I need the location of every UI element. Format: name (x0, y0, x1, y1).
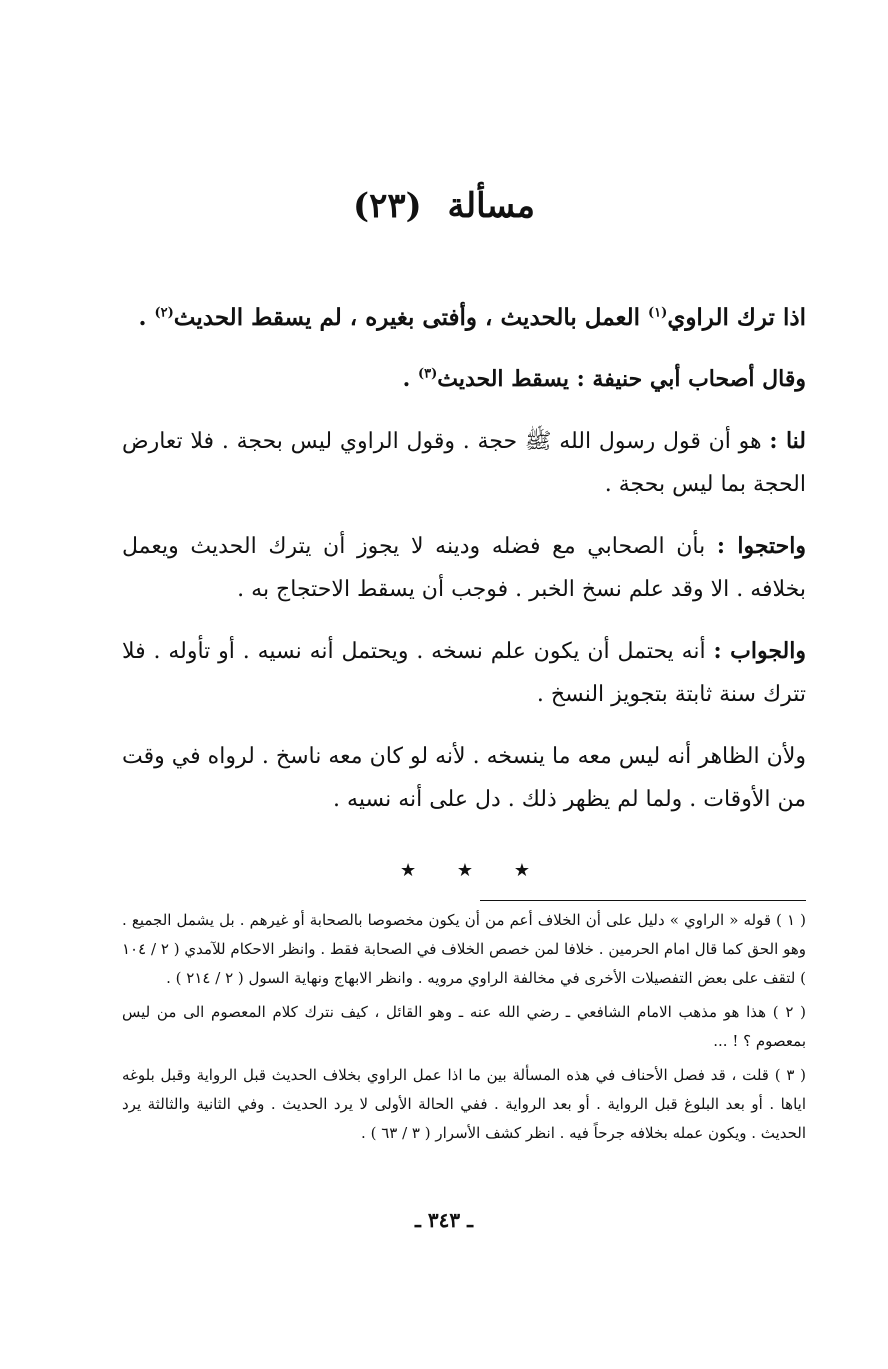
heading-word: مسألة (447, 186, 536, 226)
footnote-marker: (٣) (417, 366, 438, 382)
paragraph-hanafi-view (122, 358, 806, 401)
paragraph-text: . (138, 304, 155, 331)
paragraph-text: ولأن الظاهر أنه ليس معه ما ينسخه . لأنه لو كان معه ناسخ . لرواه في وقت من الأوقات . ولما لم يظهر ذلك . دل على أنه نسيه . (122, 744, 806, 812)
footnote-marker: (١) (648, 305, 668, 321)
paragraph-text: أنه يحتمل أن يكون علم نسخه . ويحتمل أنه نسيه . أو تأوله . فلا تترك سنة ثابتة بتجويز النسخ . (122, 639, 806, 707)
paragraph-text: وقال أصحاب أبي حنيفة : يسقط الحديث (437, 366, 806, 392)
paragraph-lead: واحتجوا : (716, 533, 806, 559)
footnotes (122, 906, 806, 1153)
paragraph-text: العمل بالحديث ، وأفتى بغيره ، لم يسقط الحديث (173, 304, 649, 331)
footnote-marker: (٢) (154, 305, 174, 321)
paragraph-their-argument (122, 525, 806, 611)
heading-number: (٢٣) (352, 186, 422, 226)
star-icon: ★ (513, 860, 530, 881)
main-text (122, 296, 806, 840)
star-icon: ★ (456, 860, 474, 881)
star-icon: ★ (400, 860, 417, 881)
paragraph-lead: والجواب : (713, 638, 807, 664)
paragraph-answer (122, 630, 806, 716)
section-divider-stars (400, 860, 530, 881)
paragraph-text: بأن الصحابي مع فضله ودينه لا يجوز أن يترك الحديث ويعمل بخلافه . الا وقد علم نسخ الخبر . فوجب أن يسقط الاحتجاج به . (122, 534, 806, 602)
footnote-separator (480, 900, 806, 901)
paragraph-our-argument (122, 420, 806, 506)
paragraph-conclusion (122, 735, 806, 821)
chapter-heading (0, 186, 888, 226)
footnote-2: ( ٢ ) هذا هو مذهب الامام الشافعي ـ رضي الله عنه ـ وهو القائل ، كيف نترك كلام المعصوم الى من ليس بمعصوم ؟ ! ... (122, 1003, 806, 1050)
paragraph-text: . (402, 366, 418, 392)
paragraph-lead: لنا : (769, 428, 806, 454)
paragraph-text: هو أن قول رسول الله ﷺ حجة . وقول الراوي ليس بحجة . فلا تعارض الحجة بما ليس بحجة . (122, 429, 806, 497)
footnote-3: ( ٣ ) قلت ، قد فصل الأحناف في هذه المسألة بين ما اذا عمل الراوي بخلاف الحديث قبل الرواية وقبل بلوغه اياها . أو بعد البلوغ قبل الرواية . أو بعد الرواية . ففي الحالة الأولى لا يرد الحديث . وفي الثانية والثالثة يرد الحديث . ويكون عمله بخلافه جرحاً فيه . انظر كشف الأسرار ( ٣ / ٦٣ ) . (122, 1066, 806, 1142)
footnote-1: ( ١ ) قوله « الراوي » دليل على أن الخلاف أعم من أن يكون مخصوصا بالصحابة أو غيرهم . بل يشمل الجميع . وهو الحق كما قال امام الحرمين . خلافا لمن خصص الخلاف في الصحابة فقط . وانظر الاحكام للآمدي ( ٢ / ١٠٤ ) لتقف على بعض التفصيلات الأخرى في مخالفة الراوي مرويه . وانظر الابهاج ونهاية السول ( ٢ / ٢١٤ ) . (122, 911, 807, 987)
paragraph-text: اذا ترك الراوي (667, 304, 806, 331)
page-number: ـ ٣٤٣ ـ (415, 1208, 473, 1232)
paragraph-issue (122, 296, 806, 339)
